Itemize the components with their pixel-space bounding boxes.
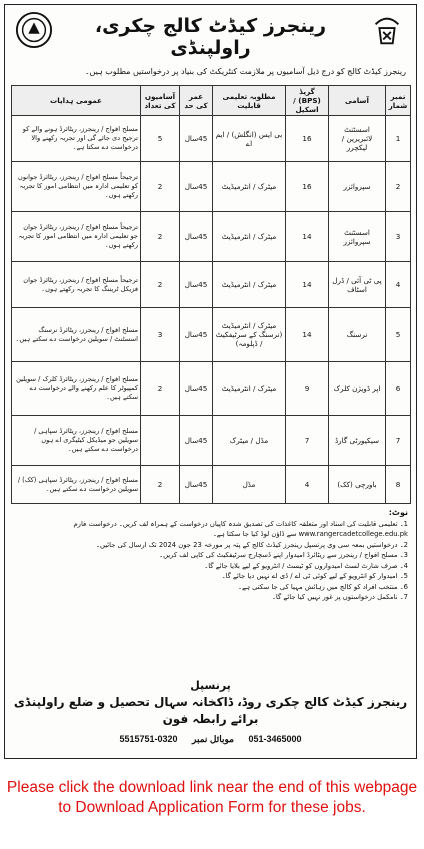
row-qualification: میٹرک / انٹرمیڈیٹ xyxy=(213,162,286,212)
row-post: پی ٹی آئی / ڈرل اسٹاف xyxy=(329,262,386,308)
note-item: 1۔ تعلیمی قابلیت کی اسناد اور متعلقہ کاغذات کی تصدیق شدہ کاپیاں درخواست کے ہمراہ لف کریں۔ درخواست فارم www.rangercadetcollege.edu.pk سے ڈاؤن لوڈ کیا جا سکتا ہے۔ xyxy=(73,519,408,538)
row-grade: 16 xyxy=(286,116,329,162)
job-advertisement xyxy=(4,4,417,759)
table-row xyxy=(12,262,411,308)
col-qualification: مطلوبہ تعلیمی قابلیت xyxy=(213,86,286,116)
row-post: سیکیورٹی گارڈ xyxy=(329,416,386,466)
col-serial: نمبر شمار xyxy=(386,86,411,116)
row-count: 2 xyxy=(141,466,180,504)
note-item: 4۔ صرف شارٹ لسٹ امیدواروں کو ٹیسٹ / انٹرویو کے لیے بلایا جائے گا۔ xyxy=(204,561,408,570)
row-age: 45سال xyxy=(180,466,213,504)
note-item: 5۔ امیدوار کو انٹرویو کے لیے کوئی ٹی اے / ڈی اے نہیں دیا جائے گا۔ xyxy=(221,572,408,580)
row-age: 45سال xyxy=(180,262,213,308)
row-serial: 4 xyxy=(386,262,411,308)
col-grade: گریڈ (BPS) / اسکیل xyxy=(286,86,329,116)
row-remarks: مسلح افواج / رینجرز، ریٹائرڈ ہونے والے کو ترجیح دی جائے گی اور تجربہ رکھنے والا درخواست دے سکتا ہے۔ xyxy=(12,116,141,162)
row-qualification: میٹرک / انٹرمیڈیٹ xyxy=(213,362,286,416)
row-age: 45سال xyxy=(180,308,213,362)
contact-numbers xyxy=(5,734,416,745)
download-notice: Please click the download link near the end of this webpage to Download Application Form for these jobs. xyxy=(6,779,418,816)
row-grade: 4 xyxy=(286,466,329,504)
row-post: اپر ڈویژن کلرک xyxy=(329,362,386,416)
ad-title: رینجرز کیڈٹ کالج چکری، راولپنڈی xyxy=(94,15,327,59)
row-serial: 6 xyxy=(386,362,411,416)
row-count: 2 xyxy=(141,212,180,262)
row-count: 2 xyxy=(141,162,180,212)
note-item: 2۔ درخواستیں بمعہ سی وی پرنسپل رینجرز کیڈٹ کالج کے پتہ پر مورخہ 23 جون 2024 تک ارسال کی جائیں۔ xyxy=(96,540,408,549)
row-qualification: میٹرک / انٹرمیڈیٹ (نرسنگ کے سرٹیفکیٹ / ڈپلومہ) xyxy=(213,308,286,362)
row-remarks: مسلح افواج / رینجرز، ریٹائرڈ سپاہی (کک) / سویلین درخواست دے سکتے ہیں۔ xyxy=(12,466,141,504)
rangers-emblem-icon xyxy=(368,11,406,49)
row-age: 45سال xyxy=(180,212,213,262)
row-post: سپروائزر xyxy=(329,162,386,212)
row-serial: 1 xyxy=(386,116,411,162)
phone-number: 051-3465000 xyxy=(248,734,302,744)
note-item: 6۔ منتخب افراد کو کالج میں رہائش مہیا کی جا سکتی ہے۔ xyxy=(238,582,408,591)
row-count: 5 xyxy=(141,116,180,162)
row-count: 2 xyxy=(141,262,180,308)
row-count: 3 xyxy=(141,308,180,362)
note-item: 7۔ نامکمل درخواستوں پر غور نہیں کیا جائے گا۔ xyxy=(271,593,408,601)
col-count: آسامیوں کی تعداد xyxy=(141,86,180,116)
row-qualification: میٹرک / انٹرمیڈیٹ xyxy=(213,262,286,308)
row-qualification: میٹرک / انٹرمیڈیٹ xyxy=(213,212,286,262)
row-serial: 3 xyxy=(386,212,411,262)
table-row xyxy=(12,162,411,212)
row-serial: 5 xyxy=(386,308,411,362)
row-serial: 7 xyxy=(386,416,411,466)
col-post: آسامی xyxy=(329,86,386,116)
row-age: 45سال xyxy=(180,416,213,466)
mobile-number: 0320-5515751 xyxy=(119,734,178,744)
row-post: اسسٹنٹ لائبریرین / لیکچرر xyxy=(329,116,386,162)
row-grade: 14 xyxy=(286,308,329,362)
row-age: 45سال xyxy=(180,162,213,212)
table-row xyxy=(12,308,411,362)
row-count xyxy=(141,416,180,466)
signature: پرنسپل xyxy=(190,679,231,692)
row-post: باورچی (کک) xyxy=(329,466,386,504)
table-row xyxy=(12,362,411,416)
row-grade: 14 xyxy=(286,262,329,308)
ad-header xyxy=(5,5,416,67)
col-age: عمر کی حد xyxy=(180,86,213,116)
row-grade: 16 xyxy=(286,162,329,212)
vacancies-table xyxy=(11,85,411,504)
row-post: نرسنگ xyxy=(329,308,386,362)
row-age: 45سال xyxy=(180,116,213,162)
address-line: رینجرز کیڈٹ کالج چکری روڈ، ڈاکخانہ سہال تحصیل و ضلع راولپنڈی xyxy=(13,695,408,709)
row-serial: 8 xyxy=(386,466,411,504)
table-row xyxy=(12,416,411,466)
row-qualification: مڈل / میٹرک xyxy=(213,416,286,466)
row-qualification: مڈل xyxy=(213,466,286,504)
mobile-label: موبائل نمبر xyxy=(192,734,234,744)
row-qualification: بی ایس (انگلش) / ایم اے xyxy=(213,116,286,162)
row-remarks: مسلح افواج / رینجرز، ریٹائرڈ سپاہی / سویلین جو میڈیکل کیٹیگری اے ہوں درخواست دے سکتے ہیں۔ xyxy=(12,416,141,466)
table-row xyxy=(12,116,411,162)
note-item: 3۔ مسلح افواج / رینجرز سے ریٹائرڈ امیدوار اپنے ڈسچارج سرٹیفکیٹ کی کاپی لف کریں۔ xyxy=(159,551,408,559)
notes-section xyxy=(13,508,408,603)
row-remarks: ترجیحاً مسلح افواج / رینجرز، ریٹائرڈ جوانوں کو تعلیمی ادارہ میں انتظامی امور کا تجربہ رکھتے ہوں۔ xyxy=(12,162,141,212)
row-remarks: مسلح افواج / رینجرز، ریٹائرڈ نرسنگ اسسٹنٹ / سویلین درخواست دے سکتے ہیں۔ xyxy=(12,308,141,362)
ad-intro: رینجرز کیڈٹ کالج کو درج ذیل آسامیوں پر ملازمت کنٹریکٹ کی بنیاد پر درخواستیں مطلوب ہیں۔ xyxy=(84,67,406,76)
row-remarks: ترجیحاً مسلح افواج / رینجرز، ریٹائرڈ جوان جو تعلیمی ادارہ میں انتظامی امور کا تجربہ رکھتے ہوں۔ xyxy=(12,212,141,262)
college-crest-icon xyxy=(15,11,53,49)
row-grade: 9 xyxy=(286,362,329,416)
row-remarks: ترجیحاً مسلح افواج / رینجرز، ریٹائرڈ جوان فزیکل ٹریننگ کا تجربہ رکھتے ہوں۔ xyxy=(12,262,141,308)
row-grade: 7 xyxy=(286,416,329,466)
row-remarks: مسلح افواج / رینجرز، ریٹائرڈ کلرک / سویلین کمپیوٹر کا علم رکھنے والے درخواست دے سکتے ہیں۔ xyxy=(12,362,141,416)
table-row xyxy=(12,466,411,504)
contact-label: برائے رابطہ فون xyxy=(162,712,259,726)
table-row xyxy=(12,212,411,262)
row-post: اسسٹنٹ سپروائزر xyxy=(329,212,386,262)
col-remarks: عمومی ہدایات xyxy=(12,86,141,116)
row-count: 2 xyxy=(141,362,180,416)
table-header-row xyxy=(12,86,411,116)
row-grade: 14 xyxy=(286,212,329,262)
row-serial: 2 xyxy=(386,162,411,212)
row-age: 45سال xyxy=(180,362,213,416)
notes-label: نوٹ: xyxy=(388,508,408,517)
